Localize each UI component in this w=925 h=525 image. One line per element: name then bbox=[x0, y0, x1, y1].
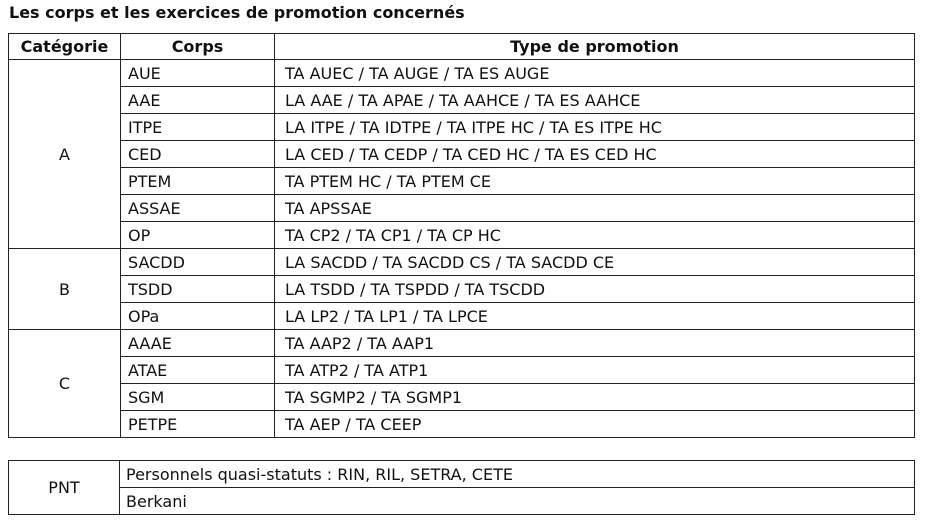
corps-cell: CED bbox=[121, 141, 275, 168]
header-categorie: Catégorie bbox=[9, 34, 121, 60]
category-cell: C bbox=[9, 330, 121, 438]
promotion-cell: TA CP2 / TA CP1 / TA CP HC bbox=[275, 222, 915, 249]
header-corps: Corps bbox=[121, 34, 275, 60]
table-row bbox=[9, 357, 915, 384]
promotion-cell: LA AAE / TA APAE / TA AAHCE / TA ES AAHCE bbox=[275, 87, 915, 114]
page-title: Les corps et les exercices de promotion concernés bbox=[9, 3, 465, 22]
table-header-row bbox=[9, 34, 915, 60]
corps-cell: ITPE bbox=[121, 114, 275, 141]
promotion-cell: LA TSDD / TA TSPDD / TA TSCDD bbox=[275, 276, 915, 303]
pnt-table bbox=[8, 460, 915, 515]
corps-cell: SGM bbox=[121, 384, 275, 411]
promotion-cell: TA AEP / TA CEEP bbox=[275, 411, 915, 438]
promotion-table bbox=[8, 33, 915, 438]
promotion-cell: TA AUEC / TA AUGE / TA ES AUGE bbox=[275, 60, 915, 87]
promotion-cell: TA APSSAE bbox=[275, 195, 915, 222]
promotion-cell: TA PTEM HC / TA PTEM CE bbox=[275, 168, 915, 195]
corps-cell: PETPE bbox=[121, 411, 275, 438]
corps-cell: AUE bbox=[121, 60, 275, 87]
corps-cell: TSDD bbox=[121, 276, 275, 303]
table-row bbox=[9, 461, 915, 488]
corps-cell: ASSAE bbox=[121, 195, 275, 222]
category-cell: B bbox=[9, 249, 121, 330]
table-row bbox=[9, 330, 915, 357]
table-row bbox=[9, 87, 915, 114]
category-cell: A bbox=[9, 60, 121, 249]
table-row bbox=[9, 411, 915, 438]
pnt-row-cell: Berkani bbox=[120, 488, 915, 515]
table-row bbox=[9, 249, 915, 276]
corps-cell: AAAE bbox=[121, 330, 275, 357]
promotion-cell: TA AAP2 / TA AAP1 bbox=[275, 330, 915, 357]
table-row bbox=[9, 141, 915, 168]
corps-cell: OPa bbox=[121, 303, 275, 330]
pnt-label-cell: PNT bbox=[9, 461, 120, 515]
promotion-cell: TA ATP2 / TA ATP1 bbox=[275, 357, 915, 384]
corps-cell: AAE bbox=[121, 87, 275, 114]
promotion-cell: LA ITPE / TA IDTPE / TA ITPE HC / TA ES ITPE HC bbox=[275, 114, 915, 141]
table-row bbox=[9, 384, 915, 411]
promotion-cell: LA LP2 / TA LP1 / TA LPCE bbox=[275, 303, 915, 330]
promotion-cell: LA SACDD / TA SACDD CS / TA SACDD CE bbox=[275, 249, 915, 276]
pnt-row-cell: Personnels quasi-statuts : RIN, RIL, SETRA, CETE bbox=[120, 461, 915, 488]
corps-cell: ATAE bbox=[121, 357, 275, 384]
table-row bbox=[9, 488, 915, 515]
header-type-promotion: Type de promotion bbox=[275, 34, 915, 60]
table-row bbox=[9, 168, 915, 195]
table-row bbox=[9, 276, 915, 303]
promotion-cell: LA CED / TA CEDP / TA CED HC / TA ES CED HC bbox=[275, 141, 915, 168]
corps-cell: PTEM bbox=[121, 168, 275, 195]
corps-cell: SACDD bbox=[121, 249, 275, 276]
corps-cell: OP bbox=[121, 222, 275, 249]
table-row bbox=[9, 303, 915, 330]
table-row bbox=[9, 222, 915, 249]
table-row bbox=[9, 195, 915, 222]
table-row bbox=[9, 60, 915, 87]
table-row bbox=[9, 114, 915, 141]
promotion-cell: TA SGMP2 / TA SGMP1 bbox=[275, 384, 915, 411]
